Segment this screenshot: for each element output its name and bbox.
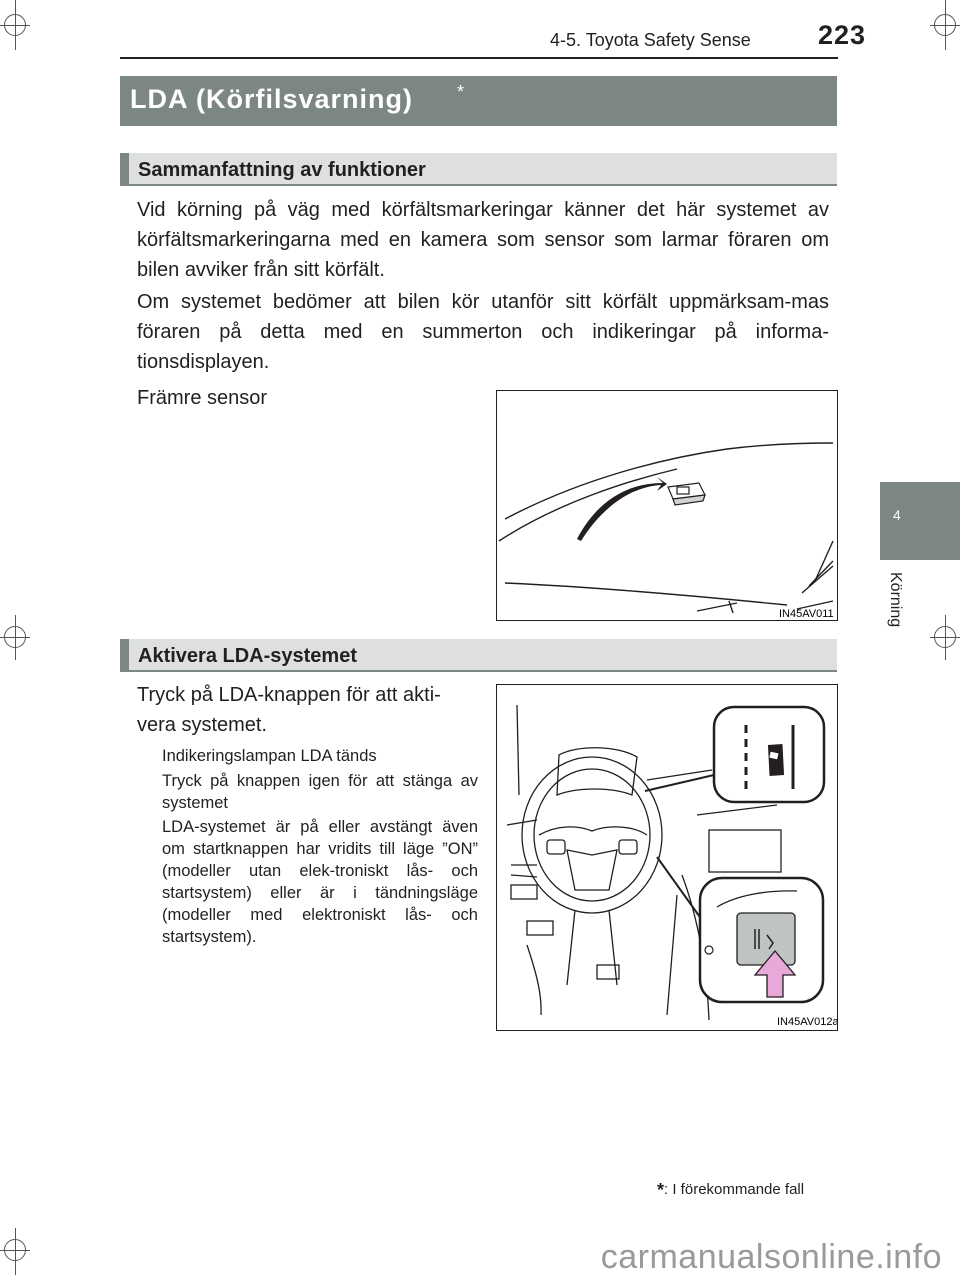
footnote	[657, 1180, 804, 1201]
windshield-illustration	[497, 391, 837, 620]
sensor-label: Främre sensor	[137, 387, 268, 409]
crop-mark	[934, 626, 956, 648]
subheading-marker	[120, 153, 129, 186]
watermark: carmanualsonline.info	[600, 1238, 942, 1276]
page-title: LDA (Körfilsvarning)	[130, 84, 413, 114]
note-turn-off: Tryck på knappen igen för att stänga av systemet	[162, 772, 478, 812]
paragraph-warning: Om systemet bedömer att bilen kör utanför sitt körfält uppmärksam-mas föraren på detta med en summerton och indikeringar på informa-tionsdisplayen.	[137, 291, 829, 373]
figure-code-2: IN45AV012a	[777, 1016, 837, 1028]
crop-mark	[4, 14, 26, 36]
chapter-label-text: Körning	[887, 572, 904, 628]
crop-mark	[934, 14, 956, 36]
subheading-marker	[120, 639, 129, 672]
section-heading: 4-5. Toyota Safety Sense	[550, 30, 751, 50]
footnote-text: : I förekommande fall	[664, 1181, 805, 1198]
crop-mark	[4, 1239, 26, 1261]
figure-sensor	[496, 390, 838, 621]
chapter-label	[880, 572, 910, 680]
title-asterisk: *	[457, 82, 465, 102]
instruction-text: Tryck på LDA-knappen för att akti-vera systemet.	[137, 684, 441, 736]
crop-mark	[4, 626, 26, 648]
figure-code-1: IN45AV011	[779, 608, 834, 620]
chapter-number: 4	[893, 507, 901, 523]
paragraph-intro: Vid körning på väg med körfältsmarkeringar känner det här systemet av körfältsmarkeringarna med en kamera som sensor som larmar föraren om bilen avviker från sitt körfält.	[137, 199, 829, 281]
chapter-tab	[880, 482, 960, 560]
note-ignition: LDA-systemet är på eller avstängt även om startknappen har vridits till läge ”ON” (modeller utan elek-troniskt lås- och startsystem) eller är i tändningsläge (modeller med elektroniskt lås- och startsystem).	[162, 818, 478, 946]
figure-lda-button	[496, 684, 838, 1031]
page-number: 223	[818, 20, 867, 50]
subheading-summary: Sammanfattning av funktioner	[138, 159, 426, 181]
footnote-asterisk: *	[657, 1180, 665, 1200]
subheading-activate: Aktivera LDA-systemet	[138, 645, 357, 667]
dashboard-illustration	[497, 685, 837, 1030]
header-rule	[120, 57, 838, 59]
note-indicator: Indikeringslampan LDA tänds	[162, 747, 377, 765]
